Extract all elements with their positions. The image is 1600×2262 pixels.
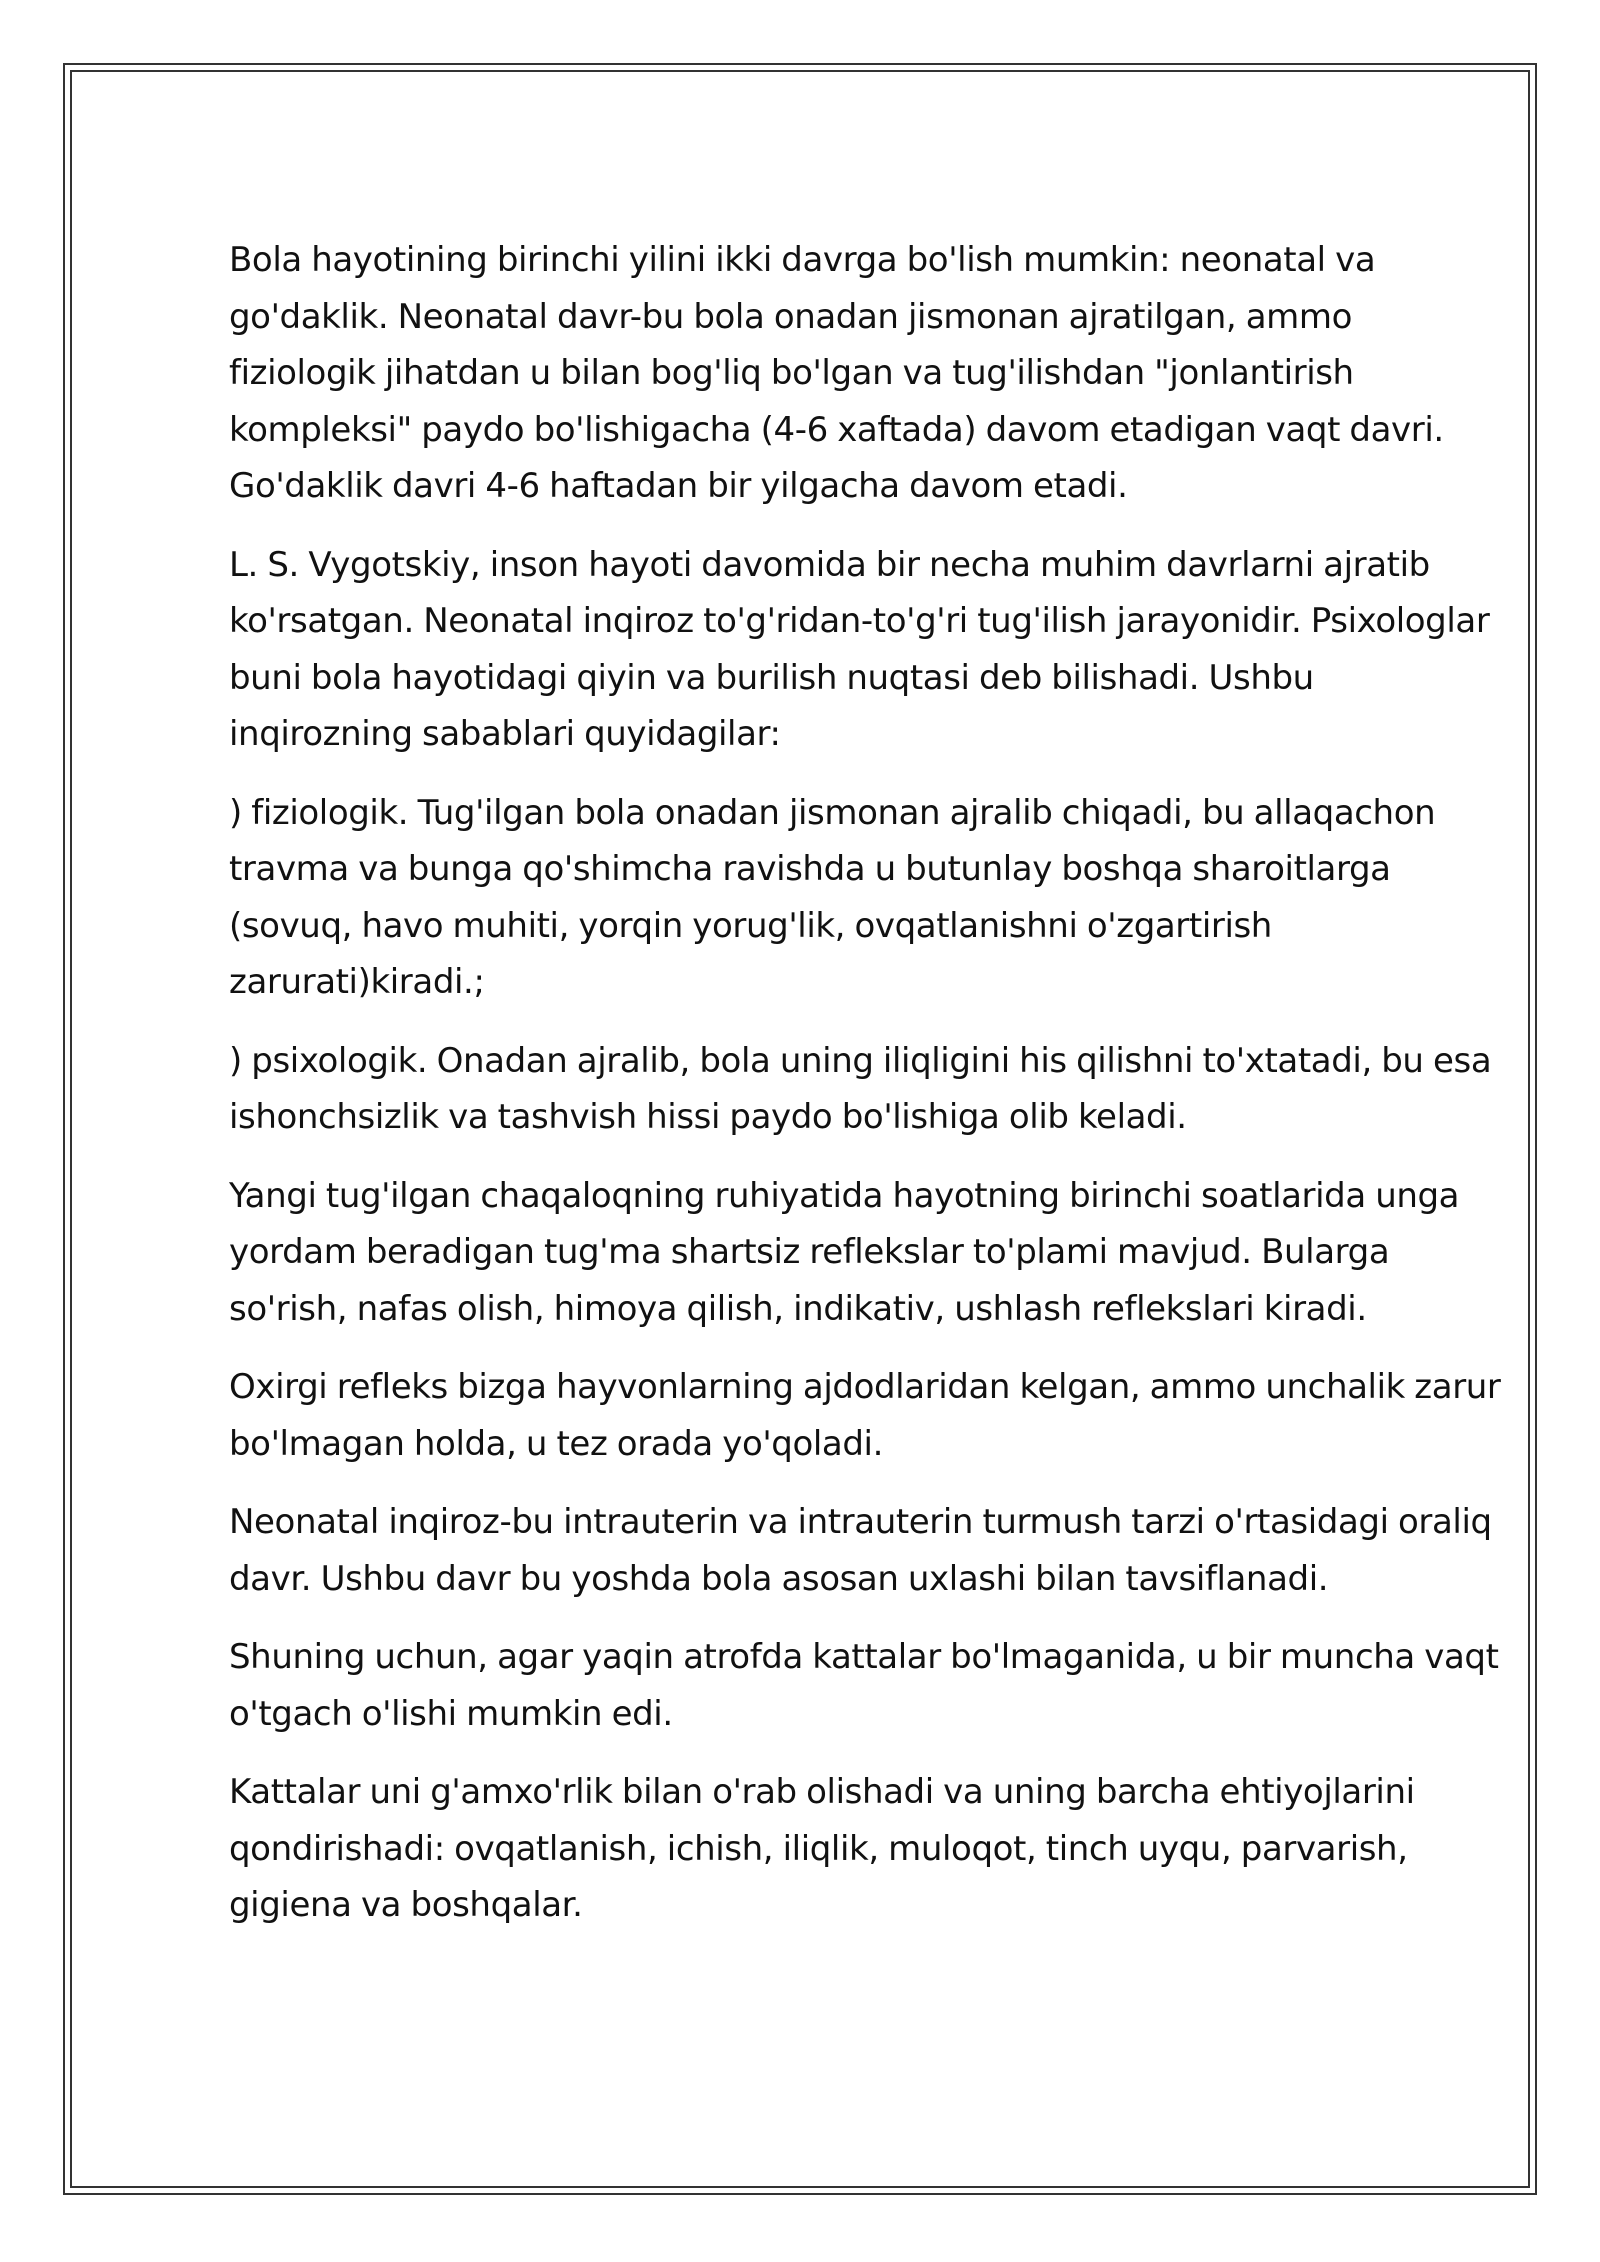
paragraph-2: L. S. Vygotskiy, inson hayoti davomida bir necha muhim davrlarni ajratib ko'rsatgan. Neonatal inqiroz to'g'ridan-to'g'ri tug'ilish jarayonidir. Psixologlar buni bola hayotidagi qiyin va burilish nuqtasi deb bilishadi. Ushbu inqirozning sabablari quyidagilar: bbox=[229, 544, 1490, 754]
paragraph-6: Oxirgi refleks bizga hayvonlarning ajdodlaridan kelgan, ammo unchalik zarur bo'lmagan holda, u tez orada yo'qoladi. bbox=[229, 1367, 1501, 1464]
paragraph-1: Bola hayotining birinchi yilini ikki davrga bo'lish mumkin: neonatal va go'daklik. Neonatal davr-bu bola onadan jismonan ajratilgan, ammo fiziologik jihatdan u bilan bog'liq bo'lgan va tug'ilishdan "jonlantirish kompleksi" paydo bo'lishigacha (4-6 xaftada) davom etadigan vaqt davri. Go'daklik davri 4-6 haftadan bir yilgacha davom etadi. bbox=[229, 240, 1444, 506]
paragraph-8: Shuning uchun, agar yaqin atrofda kattalar bo'lmaganida, u bir muncha vaqt o'tgach o'lishi mumkin edi. bbox=[229, 1637, 1499, 1734]
paragraph-3: ) fiziologik. Tug'ilgan bola onadan jismonan ajralib chiqadi, bu allaqachon travma va bunga qo'shimcha ravishda u butunlay boshqa sharoitlarga (sovuq, havo muhiti, yorqin yorug'lik, ovqatlanishni o'zgartirish zarurati)kiradi.; bbox=[229, 792, 1436, 1002]
paragraph-5: Yangi tug'ilgan chaqaloqning ruhiyatida hayotning birinchi soatlarida unga yordam beradigan tug'ma shartsiz reflekslar to'plami mavjud. Bularga so'rish, nafas olish, himoya qilish, indikativ, ushlash reflekslari kiradi. bbox=[229, 1175, 1460, 1329]
paragraph-4: ) psixologik. Onadan ajralib, bola uning iliqligini his qilishni to'xtatadi, bu esa ishonchsizlik va tashvish hissi paydo bo'lishiga olib keladi. bbox=[229, 1040, 1492, 1137]
paragraph-7: Neonatal inqiroz-bu intrauterin va intrauterin turmush tarzi o'rtasidagi oraliq davr. Ushbu davr bu yoshda bola asosan uxlashi bilan tavsiflanadi. bbox=[229, 1502, 1492, 1599]
document-body bbox=[229, 232, 1504, 1956]
paragraph-9: Kattalar uni g'amxo'rlik bilan o'rab olishadi va uning barcha ehtiyojlarini qondirishadi: ovqatlanish, ichish, iliqlik, muloqot, tinch uyqu, parvarish, gigiena va boshqalar. bbox=[229, 1772, 1415, 1925]
